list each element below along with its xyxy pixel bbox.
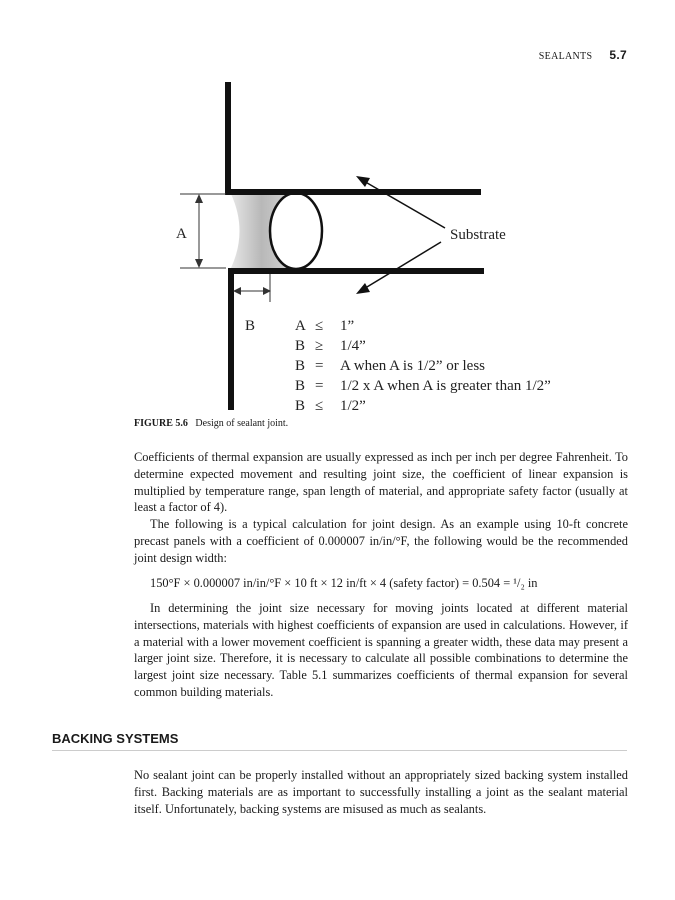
paragraph-coefficients: Coefficients of thermal expansion are usually expressed as inch per inch per degree Fahrenheit. To determine expected movement and resulting joint size, the coefficient of linear expansion is multiplied by temperature range, span length of material, and appropriate safety factor (usually at least a factor of 4). [134, 450, 628, 515]
rule-var: B [295, 358, 306, 374]
rule-var: B [295, 398, 306, 414]
rule-op: ≤ [315, 318, 324, 334]
rule-text: A when A is 1/2” or less [340, 358, 485, 374]
rule-op: = [315, 358, 324, 374]
paragraph-calculation: The following is a typical calculation for joint design. As an example using 10-ft concrete precast panels with a coefficient of 0.000007 in/in/°F, the following would be the recommended joint design width: [134, 517, 628, 565]
header-section-title: SEALANTS [538, 51, 593, 62]
rule-op: = [315, 378, 324, 394]
label-b: B [245, 318, 256, 334]
joint-calculation-equation: 150°F × 0.000007 in/in/°F × 10 ft × 12 in/ft × 4 (safety factor) = 0.504 = ¹/₂ in [150, 576, 538, 590]
substrate-label: Substrate [450, 227, 506, 243]
sealant-joint-figure [0, 0, 675, 430]
rule-op: ≥ [315, 338, 324, 354]
rule-text: 1/2 x A when A is greater than 1/2” [340, 378, 551, 394]
section-heading: BACKING SYSTEMS [52, 731, 627, 751]
upper-substrate [228, 82, 481, 192]
rule-text: 1” [340, 318, 355, 334]
rule-op: ≤ [315, 398, 324, 414]
body-paragraphs-middle [134, 600, 628, 701]
paragraph-joint-size: In determining the joint size necessary for moving joints located at different material intersections, materials with highest coefficients of expansion are used in calculations. However, if a material with a lower movement coefficient is spanning a greater width, these data may present a larger joint size. Therefore, it is necessary to calculate all possible combinations to determine the largest joint size necessary. Table 5.1 summarizes coefficients of thermal expansion for several common building materials. [134, 601, 628, 699]
joint-rules [295, 318, 551, 414]
caption-text: Design of sealant joint. [195, 418, 289, 429]
rule-var: A [295, 318, 306, 334]
page-number: 5.7 [609, 48, 627, 62]
label-a: A [176, 226, 187, 242]
paragraph-backing: No sealant joint can be properly installed without an appropriately sized backing system installed first. Backing materials are as important to successfully installing a joint as the sealant material itself. Unfortunately, backing systems are misused as much as sealants. [134, 768, 628, 816]
rule-var: B [295, 378, 306, 394]
figure-caption [134, 418, 288, 429]
rule-var: B [295, 338, 306, 354]
backer-rod [270, 193, 322, 269]
caption-label: FIGURE 5.6 [134, 418, 188, 429]
body-paragraphs-bottom [134, 767, 628, 817]
rule-text: 1/4” [340, 338, 366, 354]
rule-text: 1/2” [340, 398, 366, 414]
body-paragraphs-top [134, 449, 628, 567]
